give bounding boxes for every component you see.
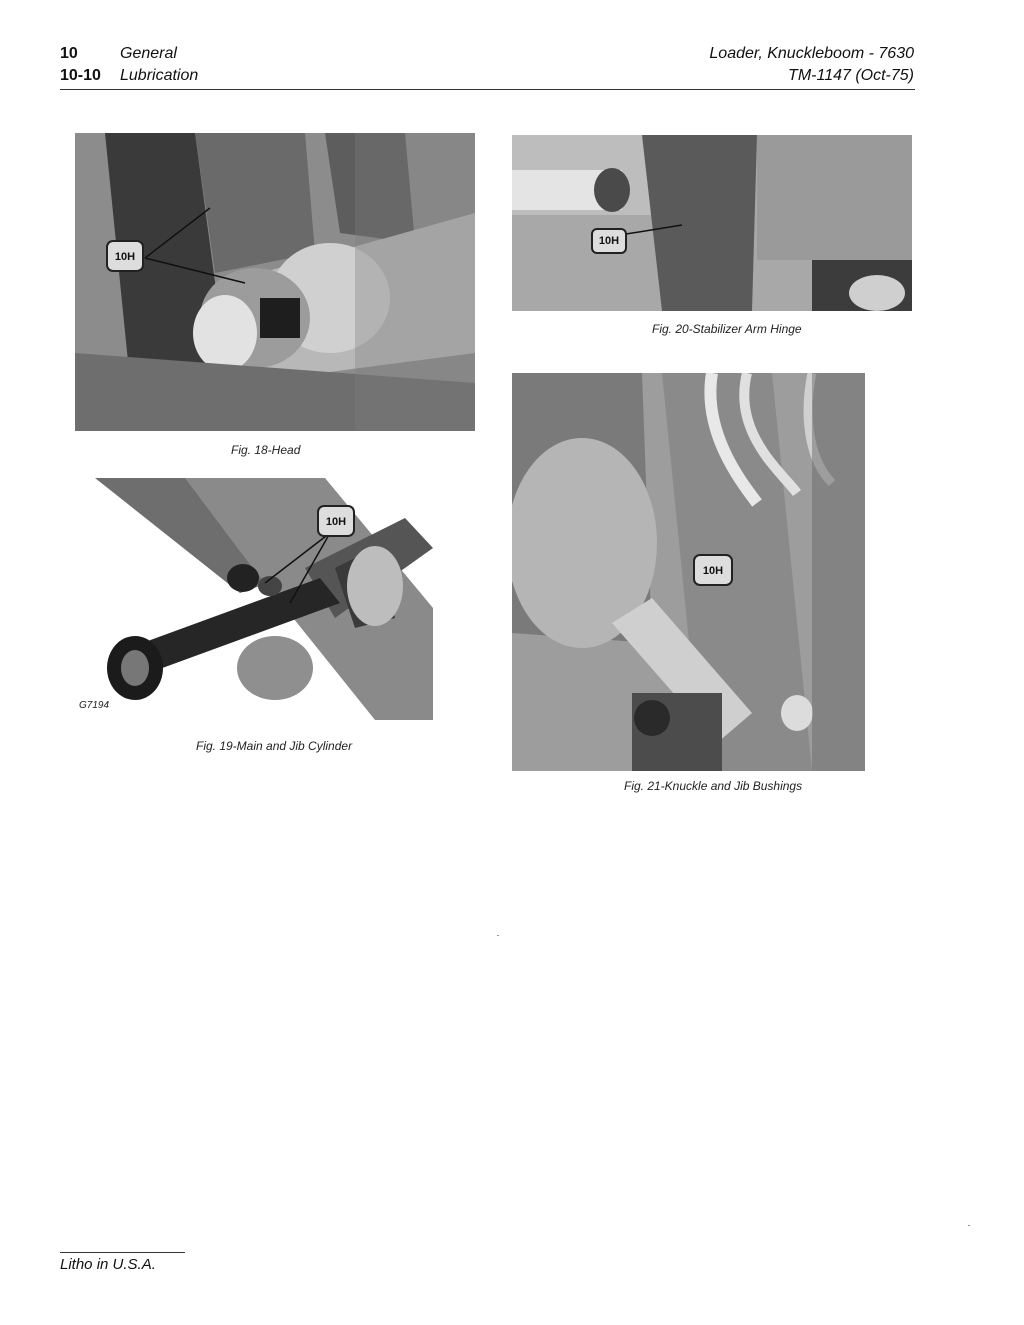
photo-main-and-jib-cylinder bbox=[75, 478, 433, 720]
figure-caption: Fig. 19-Main and Jib Cylinder bbox=[196, 739, 353, 753]
manual-number: TM-1147 (Oct-75) bbox=[788, 67, 914, 84]
grease-fitting-icon: 10H bbox=[114, 251, 136, 263]
footer-text: Litho in U.S.A. bbox=[60, 1256, 156, 1273]
figure-caption: Fig. 21-Knuckle and Jib Bushings bbox=[624, 779, 803, 793]
section-title: General bbox=[120, 45, 177, 62]
figure-caption: Fig. 18-Head bbox=[231, 443, 301, 457]
grease-fitting-icon: 10H bbox=[325, 516, 347, 528]
subsection-title: Lubrication bbox=[120, 67, 199, 84]
section-number: 10 bbox=[60, 45, 78, 62]
subsection-number: 10-10 bbox=[60, 67, 101, 84]
subsection-heading bbox=[60, 66, 198, 86]
scan-speck bbox=[968, 1225, 970, 1226]
section-heading bbox=[60, 44, 177, 64]
grease-fitting-icon: 10H bbox=[702, 565, 724, 577]
photo-knuckle-and-jib-bushings bbox=[512, 373, 865, 771]
photo-stabilizer-arm-hinge bbox=[512, 135, 912, 311]
grease-fitting-icon: 10H bbox=[598, 235, 620, 247]
scan-speck bbox=[497, 935, 499, 936]
photo-head bbox=[75, 133, 475, 431]
figure-caption: Fig. 20-Stabilizer Arm Hinge bbox=[652, 322, 802, 336]
header-rule bbox=[60, 89, 915, 90]
manual-title: Loader, Knuckleboom - 7630 bbox=[709, 45, 914, 62]
footer-rule bbox=[60, 1252, 185, 1253]
photo-code: G7194 bbox=[79, 700, 110, 711]
